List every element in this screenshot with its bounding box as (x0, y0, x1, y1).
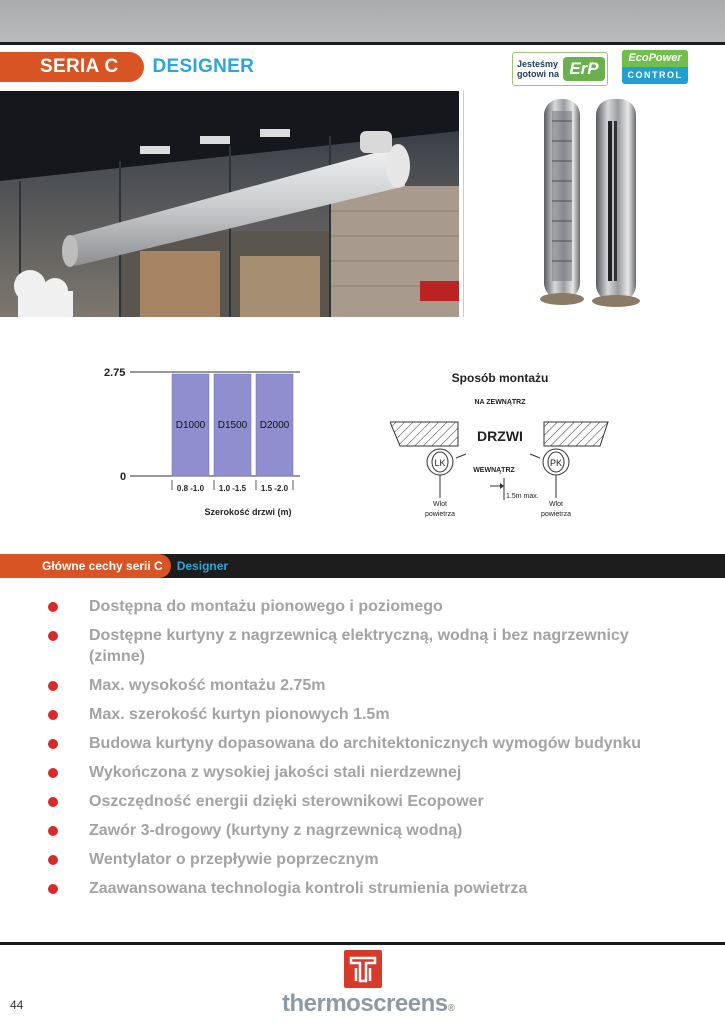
feature-text: Budowa kurtyny dopasowana do architektonicznych wymogów budynku (89, 735, 642, 752)
x-tick-label: 0.8 -1.0 (176, 484, 205, 493)
ecopower-logo-bottom: CONTROL (627, 70, 683, 80)
thermoscreens-logo-icon (344, 950, 382, 988)
height-width-chart (100, 360, 340, 530)
top-band (0, 0, 725, 42)
air-inlet-left-1: Wlot (433, 501, 447, 508)
air-inlet-left-2: powietrza (425, 511, 455, 518)
feature-item (48, 791, 688, 812)
bullet-icon (48, 826, 58, 836)
series-label: SERIA C (0, 52, 144, 82)
feature-text: Zawór 3-drogowy (kurtyny z nagrzewnicą wodną) (89, 822, 463, 839)
feature-text: Wentylator o przepływie poprzecznym (89, 851, 379, 868)
bullet-icon (48, 855, 58, 865)
door-label: DRZWI (477, 428, 523, 444)
bullet-icon (48, 797, 58, 807)
feature-text: Dostępna do montażu pionowego i poziomego (89, 598, 443, 615)
feature-item (48, 762, 688, 783)
feature-item (48, 733, 688, 754)
installation-photo (0, 91, 459, 317)
mounting-diagram (390, 360, 630, 530)
bullet-icon (48, 884, 58, 894)
page-number: 44 (10, 998, 24, 1012)
feature-item (48, 849, 688, 870)
feature-text: Zaawansowana technologia kontroli strumienia powietrza (89, 880, 528, 897)
top-rule (0, 42, 725, 45)
air-inlet-right-2: powietrza (541, 511, 571, 518)
y-tick-label: 0 (120, 471, 127, 483)
erp-logo-text: Jesteśmy gotowi na (517, 59, 559, 79)
feature-list (48, 596, 688, 907)
model-label: DESIGNER (152, 56, 255, 77)
section-header (0, 554, 228, 578)
feature-item (48, 675, 688, 696)
x-axis-label: Szerokość drzwi (m) (204, 507, 292, 517)
bullet-icon (48, 768, 58, 778)
outside-label: NA ZEWNĄTRZ (474, 399, 526, 406)
ecopower-logo-top: EcoPower (622, 50, 688, 67)
feature-text: Dostępne kurtyny z nagrzewnicą elektryczną, wodną i bez nagrzewnicy (zimne) (89, 627, 629, 665)
x-tick-label: 1.5 -2.0 (260, 484, 289, 493)
inside-label: WEWNĄTRZ (473, 467, 515, 474)
bar-label: D2000 (259, 420, 290, 431)
bullet-icon (48, 739, 58, 749)
feature-text: Max. wysokość montażu 2.75m (89, 677, 326, 694)
y-tick-label: 2.75 (104, 367, 126, 379)
vertical-units-photo (463, 91, 725, 317)
bullet-icon (48, 631, 58, 641)
feature-item (48, 878, 688, 899)
feature-text: Wykończona z wysokiej jakości stali nierdzewnej (89, 764, 462, 781)
feature-item (48, 820, 688, 841)
bullet-icon (48, 710, 58, 720)
feature-item (48, 704, 688, 725)
brand-name (282, 990, 454, 1018)
bar-label: D1500 (217, 420, 248, 431)
x-tick-label: 1.0 -1.5 (218, 484, 247, 493)
chart-svg (100, 360, 340, 530)
erp-badge: ErP (563, 57, 605, 81)
left-unit-label: LK (434, 458, 446, 468)
feature-item (48, 625, 688, 667)
feature-text: Oszczędność energii dzięki sterownikowi Ecopower (89, 793, 484, 810)
feature-text: Max. szerokość kurtyn pionowych 1.5m (89, 706, 390, 723)
ecopower-logo (622, 50, 688, 84)
bullet-icon (48, 681, 58, 691)
bar-label: D1000 (175, 420, 206, 431)
section-model: Designer (176, 559, 229, 573)
right-unit-label: PK (549, 458, 563, 468)
bullet-icon (48, 602, 58, 612)
section-label: Główne cechy serii C (0, 554, 171, 578)
registered-mark: ® (447, 1003, 455, 1014)
erp-logo (512, 52, 608, 86)
distance-label: 1.5m max. (506, 493, 539, 500)
bottom-rule (0, 942, 725, 945)
mounting-title: Sposób montażu (451, 371, 549, 385)
air-inlet-right-1: Wlot (549, 501, 563, 508)
series-header (0, 52, 254, 82)
brand-name-text: thermoscreens (282, 990, 448, 1017)
feature-item (48, 596, 688, 617)
